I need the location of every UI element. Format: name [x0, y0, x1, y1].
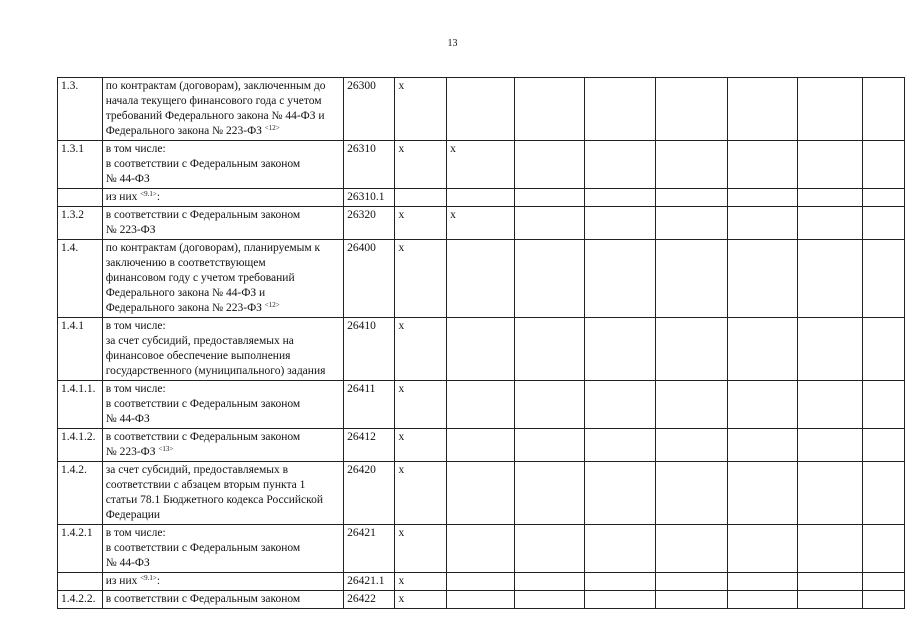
value-cell-col7 — [584, 429, 655, 462]
row-description-text: в соответствии с Федеральным законом № 223-ФЗ — [105, 431, 301, 458]
value-cell-col10 — [798, 381, 863, 429]
row-description-cell — [102, 462, 343, 525]
footnote-marker: <13> — [158, 445, 174, 453]
value-cell-col4: x — [395, 141, 447, 189]
value-cell-col9 — [728, 240, 798, 318]
value-cell-col4: x — [395, 240, 447, 318]
value-cell-col8 — [656, 462, 728, 525]
row-code-cell: 26310.1 — [344, 189, 395, 207]
value-cell-col11 — [862, 240, 904, 318]
table-row — [58, 462, 905, 525]
value-cell-col9 — [728, 462, 798, 525]
value-cell-col11 — [862, 189, 904, 207]
value-cell-col7 — [584, 78, 655, 141]
value-cell-col6 — [515, 240, 585, 318]
row-number-cell: 1.4.2.1 — [58, 525, 103, 573]
value-cell-col11 — [862, 207, 904, 240]
table-row — [58, 525, 905, 573]
value-cell-col9 — [728, 318, 798, 381]
row-description-text: из них — [105, 191, 138, 203]
row-description-text: за счет субсидий, предоставляемых в соответствии с абзацем вторым пункта 1 статьи 78.1 Бюджетного кодекса Российской Федерации — [105, 464, 324, 521]
row-number-cell: 1.4.2. — [58, 462, 103, 525]
value-cell-col8 — [656, 429, 728, 462]
value-cell-col6 — [515, 141, 585, 189]
row-description-cell — [102, 591, 343, 609]
row-description-suffix: : — [156, 575, 161, 587]
value-cell-col7 — [584, 207, 655, 240]
row-description-cell — [102, 189, 343, 207]
value-cell-col4: x — [395, 525, 447, 573]
value-cell-col9 — [728, 207, 798, 240]
row-description-cell — [102, 141, 343, 189]
value-cell-col9 — [728, 189, 798, 207]
row-description-cell — [102, 573, 343, 591]
value-cell-col5 — [447, 318, 515, 381]
row-number-cell: 1.4.1.1. — [58, 381, 103, 429]
value-cell-col11 — [862, 78, 904, 141]
value-cell-col10 — [798, 525, 863, 573]
value-cell-col8 — [656, 78, 728, 141]
report-table — [57, 77, 905, 609]
row-code-cell: 26400 — [344, 240, 395, 318]
value-cell-col7 — [584, 141, 655, 189]
value-cell-col10 — [798, 78, 863, 141]
value-cell-col10 — [798, 462, 863, 525]
value-cell-col11 — [862, 573, 904, 591]
value-cell-col4: x — [395, 462, 447, 525]
row-description-cell — [102, 525, 343, 573]
value-cell-col11 — [862, 429, 904, 462]
row-code-cell: 26420 — [344, 462, 395, 525]
value-cell-col6 — [515, 525, 585, 573]
value-cell-col7 — [584, 381, 655, 429]
row-description-text: в соответствии с Федеральным законом — [105, 593, 301, 605]
value-cell-col8 — [656, 318, 728, 381]
row-description-cell — [102, 318, 343, 381]
row-code-cell: 26421 — [344, 525, 395, 573]
value-cell-col6 — [515, 573, 585, 591]
value-cell-col8 — [656, 573, 728, 591]
value-cell-col6 — [515, 189, 585, 207]
row-number-cell: 1.4.1.2. — [58, 429, 103, 462]
row-description-cell — [102, 78, 343, 141]
value-cell-col9 — [728, 525, 798, 573]
value-cell-col8 — [656, 141, 728, 189]
value-cell-col4: x — [395, 591, 447, 609]
value-cell-col11 — [862, 462, 904, 525]
row-code-cell: 26421.1 — [344, 573, 395, 591]
value-cell-col4: x — [395, 429, 447, 462]
value-cell-col6 — [515, 207, 585, 240]
value-cell-col5 — [447, 462, 515, 525]
value-cell-col8 — [656, 591, 728, 609]
value-cell-col5: x — [447, 141, 515, 189]
row-description-cell — [102, 240, 343, 318]
value-cell-col11 — [862, 141, 904, 189]
value-cell-col5 — [447, 381, 515, 429]
value-cell-col5 — [447, 525, 515, 573]
value-cell-col7 — [584, 462, 655, 525]
value-cell-col9 — [728, 591, 798, 609]
value-cell-col7 — [584, 525, 655, 573]
value-cell-col6 — [515, 381, 585, 429]
value-cell-col6 — [515, 462, 585, 525]
value-cell-col4 — [395, 189, 447, 207]
value-cell-col11 — [862, 381, 904, 429]
value-cell-col5: x — [447, 207, 515, 240]
value-cell-col9 — [728, 141, 798, 189]
value-cell-col7 — [584, 591, 655, 609]
row-description-cell — [102, 381, 343, 429]
value-cell-col7 — [584, 240, 655, 318]
value-cell-col8 — [656, 381, 728, 429]
value-cell-col5 — [447, 240, 515, 318]
row-number-cell: 1.3.1 — [58, 141, 103, 189]
row-number-cell: 1.4.1 — [58, 318, 103, 381]
value-cell-col8 — [656, 525, 728, 573]
row-code-cell: 26320 — [344, 207, 395, 240]
value-cell-col8 — [656, 207, 728, 240]
value-cell-col10 — [798, 207, 863, 240]
row-description-text: по контрактам (договорам), заключенным до начала текущего финансового года с учетом требований Федерального закона № 44-ФЗ и Федерального закона № 223-ФЗ — [105, 80, 326, 137]
row-description-text: в том числе: в соответствии с Федеральным законом № 44-ФЗ — [105, 527, 301, 569]
value-cell-col4: x — [395, 207, 447, 240]
row-code-cell: 26300 — [344, 78, 395, 141]
row-number-cell — [58, 573, 103, 591]
value-cell-col6 — [515, 591, 585, 609]
table-row — [58, 573, 905, 591]
value-cell-col11 — [862, 318, 904, 381]
value-cell-col4: x — [395, 573, 447, 591]
row-description-cell — [102, 207, 343, 240]
value-cell-col6 — [515, 429, 585, 462]
footnote-marker: <9.1> — [140, 190, 157, 198]
row-description-text: в соответствии с Федеральным законом № 223-ФЗ — [105, 209, 301, 236]
value-cell-col11 — [862, 525, 904, 573]
row-number-cell: 1.3.2 — [58, 207, 103, 240]
table-row — [58, 207, 905, 240]
table-row — [58, 141, 905, 189]
row-number-cell: 1.4. — [58, 240, 103, 318]
table-row — [58, 429, 905, 462]
row-code-cell: 26410 — [344, 318, 395, 381]
value-cell-col10 — [798, 141, 863, 189]
footnote-marker: <12> — [264, 124, 280, 132]
value-cell-col9 — [728, 573, 798, 591]
value-cell-col9 — [728, 78, 798, 141]
table-row — [58, 189, 905, 207]
value-cell-col5 — [447, 573, 515, 591]
value-cell-col4: x — [395, 318, 447, 381]
row-number-cell: 1.3. — [58, 78, 103, 141]
row-number-cell: 1.4.2.2. — [58, 591, 103, 609]
row-description-text: в том числе: за счет субсидий, предоставляемых на финансовое обеспечение выполнения государственного (муниципального) задания — [105, 320, 326, 377]
row-description-suffix: : — [156, 191, 161, 203]
table-row — [58, 318, 905, 381]
value-cell-col9 — [728, 429, 798, 462]
value-cell-col6 — [515, 78, 585, 141]
value-cell-col6 — [515, 318, 585, 381]
row-description-cell — [102, 429, 343, 462]
value-cell-col10 — [798, 240, 863, 318]
value-cell-col11 — [862, 591, 904, 609]
value-cell-col8 — [656, 240, 728, 318]
value-cell-col10 — [798, 573, 863, 591]
value-cell-col7 — [584, 189, 655, 207]
row-description-text: по контрактам (договорам), планируемым к заключению в соответствующем финансовом году с учетом требований Федерального закона № 44-ФЗ и Федерального закона № 223-ФЗ — [105, 242, 321, 314]
row-code-cell: 26310 — [344, 141, 395, 189]
value-cell-col4: x — [395, 381, 447, 429]
value-cell-col7 — [584, 318, 655, 381]
table-row — [58, 78, 905, 141]
row-code-cell: 26422 — [344, 591, 395, 609]
value-cell-col5 — [447, 78, 515, 141]
value-cell-col4: x — [395, 78, 447, 141]
table-row — [58, 381, 905, 429]
table-row — [58, 591, 905, 609]
value-cell-col10 — [798, 591, 863, 609]
row-number-cell — [58, 189, 103, 207]
page-number: 13 — [447, 38, 458, 49]
value-cell-col10 — [798, 429, 863, 462]
row-description-text: в том числе: в соответствии с Федеральным законом № 44-ФЗ — [105, 143, 301, 185]
table-row — [58, 240, 905, 318]
footnote-marker: <12> — [264, 301, 280, 309]
value-cell-col7 — [584, 573, 655, 591]
row-description-text: из них — [105, 575, 138, 587]
footnote-marker: <9.1> — [140, 574, 157, 582]
row-code-cell: 26411 — [344, 381, 395, 429]
row-description-text: в том числе: в соответствии с Федеральным законом № 44-ФЗ — [105, 383, 301, 425]
value-cell-col10 — [798, 318, 863, 381]
row-code-cell: 26412 — [344, 429, 395, 462]
value-cell-col5 — [447, 429, 515, 462]
value-cell-col5 — [447, 591, 515, 609]
value-cell-col8 — [656, 189, 728, 207]
value-cell-col5 — [447, 189, 515, 207]
value-cell-col9 — [728, 381, 798, 429]
value-cell-col10 — [798, 189, 863, 207]
